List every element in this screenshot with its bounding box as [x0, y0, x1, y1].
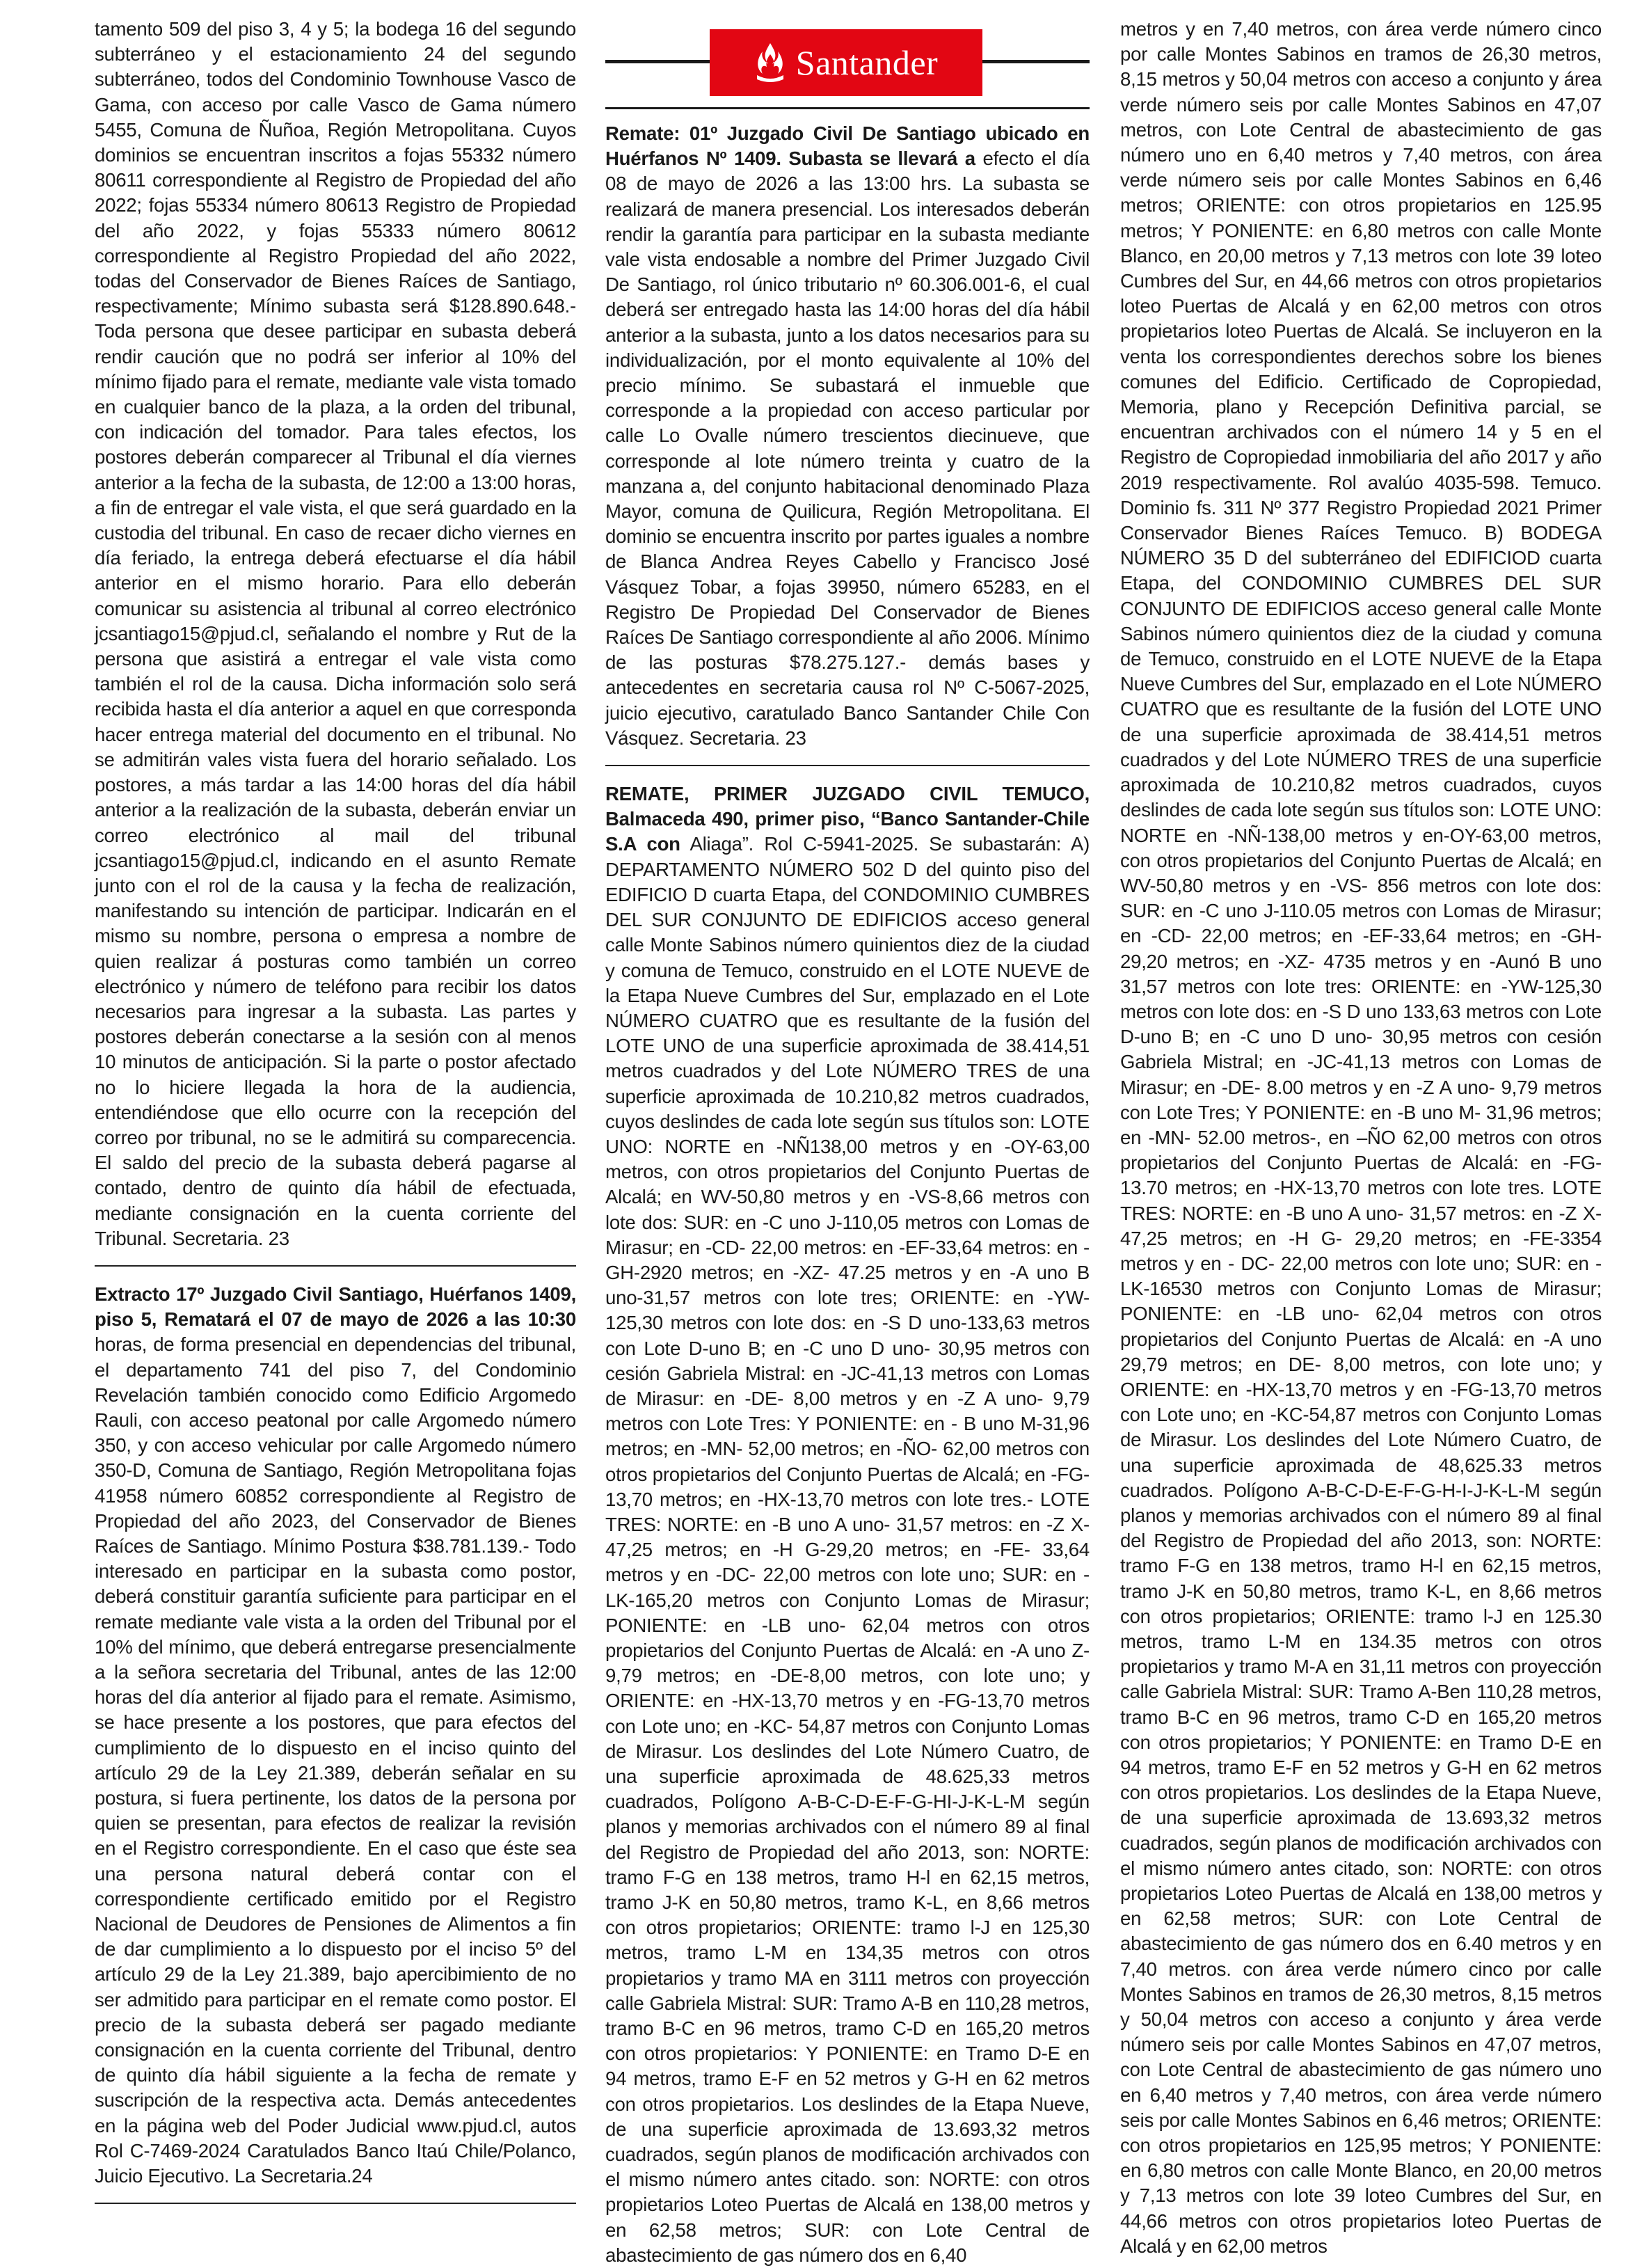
notice-text: efecto el día 08 de mayo de 2026 a las 13:00 hrs. La subasta se realizará de manera presencial. Los interesados deberán rendir la garantía para participar en la subasta mediante vale vista endosable a nombre del Primer Juzgado Civil De Santiago, rol único tributario nº 60.306.001-6, el cual deberá ser entregado hasta las 14:00 horas del día hábil anterior a la subasta, junto a los datos necesarios para su individualización, por el monto equivalente al 10% del precio mínimo. Se subastará el inmueble que corresponde a la propiedad con acceso particular por calle Lo Ovalle número trescientos diecinueve, que corresponde al lote número treinta y cuatro de la manzana a, del conjunto habitacional denominado Plaza Mayor, comuna de Quilicura, Región Metropolitana. El dominio se encuentra inscrito por partes iguales a nombre de Blanca Andrea Reyes Cabello y Francisco José Vásquez Tobar, a fojas 39950, número 65283, en el Registro De Propiedad Del Conservador de Bienes Raíces De Santiago correspondiente al año 2006. Mínimo de las posturas $78.275.127.- demás bases y antecedentes en secretaria causa rol Nº C-5067-2025, juicio ejecutivo, caratulado Banco Santander Chile Con Vásquez. Secretaria. 23: [605, 148, 1090, 749]
notice-divider: [605, 765, 1090, 766]
notice-text: tamento 509 del piso 3, 4 y 5; la bodega 16 del segundo subterráneo y el estacionamiento 24 del segundo subterráneo, todos del Condominio Townhouse Vasco de Gama, con acceso por calle Vasco de Gama número 5455, Comuna de Ñuñoa, Región Metropolitana. Cuyos dominios se encuentran inscritos a fojas 55332 número 80611 correspondiente al Registro de Propiedad del año 2022; fojas 55334 número 80613 Registro de Propiedad del año 2022, y fojas 55333 número 80612 correspondiente al Registro Propiedad del año 2022, todas del Conservador de Bienes Raíces de Santiago, respectivamente; Mínimo subasta será $128.890.648.- Toda persona que desee participar en subasta deberá rendir caución que no podrá ser inferior al 10% del mínimo fijado para el remate, mediante vale vista tomado en cualquier banco de la plaza, a la orden del tribunal, con indicación del tomador. Para tales efectos, los postores deberán comparecer al Tribunal el día viernes anterior a la fecha de la subasta, de 12:00 a 13:00 horas, a fin de entregar el vale vista, el que será guardado en la custodia del tribunal. En caso de recaer dicho viernes en día feriado, la entrega deberá efectuarse el día hábil anterior en el mismo horario. Para ello deberán comunicar su asistencia al tribunal al correo electrónico jcsantiago15@pjud.cl, señalando el nombre y Rut de la persona que asistirá a entregar el vale vista como también el rol de la causa. Dicha información solo será recibida hasta el día anterior a aquel en que corresponda hacer entrega material del documento en el tribunal. No se admitirán vales vista fuera del horario señalado. Los postores, a más tardar a las 14:00 horas del día hábil anterior a la realización de la subasta, deberán enviar un correo electrónico al mail del tribunal jcsantiago15@pjud.cl, indicando en el asunto Remate junto con el rol de la causa y la fecha de realización, manifestando su intención de participar. Indicarán en el mismo su nombre, persona o empresa a nombre de quien realizar á posturas como también un correo electrónico y número de teléfono para recibir los datos necesarios para ingresar a la subasta. Las partes y postores deberán conectarse a la sesión con al menos 10 minutos de anticipación. Si la parte o postor afectado no lo hiciere llegada la hora de la audiencia, entendiéndose que ello ocurre con la recepción del correo por tribunal, no se le admitirá su comparecencia. El saldo del precio de la subasta deberá pagarse al contado, dentro de quinto día hábil de efectuada, mediante consignación en la cuenta corriente del Tribunal. Secretaria. 23: [95, 18, 576, 1249]
notice-paragraph: [95, 1282, 576, 2189]
notice-heading: Extracto 17º Juzgado Civil Santiago, Huérfanos 1409, piso 5, Rematará el 07 de mayo de 2026 a las 10:30: [95, 1283, 576, 1331]
column-middle: [605, 17, 1090, 2266]
notice-text: metros y en 7,40 metros, con área verde número cinco por calle Montes Sabinos en tramos de 26,30 metros, 8,15 metros y 50,04 metros con acceso a conjunto y área verde número seis por calle Montes Sabinos en 47,07 metros, con Lote Central de abastecimiento de gas número uno en 6,40 metros y 7,40 metros, con área verde número seis por calle Montes Sabinos en 6,46 metros; ORIENTE: con otros propietarios en 125.95 metros; Y PONIENTE: en 6,80 metros con calle Monte Blanco, en 20,00 metros y 7,13 metros con lote 39 loteo Cumbres del Sur, en 44,66 metros con otros propietarios loteo Puertas de Alcalá y en 62,00 metros con otros propietarios loteo Puertas de Alcalá. Se incluyeron en la venta los correspondientes derechos sobre los bienes comunes del Edificio. Certificado de Copropiedad, Memoria, plano y Recepción Definitiva parcial, se encuentran archivados con el número 14 y 5 en el Registro de Copropiedad inmobiliaria del año 2017 y año 2019 respectivamente. Rol avalúo 4035-598. Temuco. Dominio fs. 311 Nº 377 Registro Propiedad 2021 Primer Conservador Bienes Raíces Temuco. B) BODEGA NÚMERO 35 D del subterráneo del EDIFICIOD cuarta Etapa, del CONDOMINIO CUMBRES DEL SUR CONJUNTO DE EDIFICIOS acceso general calle Monte Sabinos número quinientos diez de la ciudad y comuna de Temuco, construido en el LOTE NUEVE de la Etapa Nueve Cumbres del Sur, emplazado en el Lote NÚMERO CUATRO que es resultante de la fusión del LOTE UNO de una superficie aproximada de 38.414,51 metros cuadrados y del Lote NÚMERO TRES de una superficie aproximada de 10.210,82 metros cuadrados, cuyos deslindes de cada lote según sus títulos son: LOTE UNO: NORTE en -NÑ-138,00 metros y en-OY-63,00 metros, con otros propietarios del Conjunto Puertas de Alcalá; en WV-50,80 metros y en -VS- 856 metros con lote dos: SUR: en -C uno J-110.05 metros con Lomas de Mirasur; en -CD- 22,00 metros; en -EF-33,64 metros; en -GH- 29,20 metros; en -XZ- 4735 metros y en -Aunó B uno 31,57 metros con lote tres: ORIENTE: en -YW-125,30 metros con lote dos: en -S D uno 133,63 metros con Lote D-uno B; en -C uno D uno- 30,95 metros con cesión Gabriela Mistral; en -JC-41,13 metros con Lomas de Mirasur; en -DE- 8.00 metros y en -Z A uno- 9,79 metros con Lote Tres; Y PONIENTE: en -B uno M- 31,96 metros; en -MN- 52.00 metros-, en –ÑO 62,00 metros con otros propietarios del Conjunto Puertas de Alcalá: en -FG-13.70 metros; en -HX-13,70 metros con lote tres. LOTE TRES: NORTE: en -B uno A uno- 31,57 metros: en -Z X- 47,25 metros; en -H G- 29,20 metros; en -FE-3354 metros y en - DC- 22,00 metros con lote uno; SUR: en -LK-16530 metros con Conjunto Lomas de Mirasur; PONIENTE: en -LB uno- 62,04 metros con otros propietarios del Conjunto Puertas de Alcalá: en -A uno 29,79 metros; en DE- 8,00 metros, con lote uno; y ORIENTE: en -HX-13,70 metros y en -FG-13,70 metros con Lote uno; en -KC-54,87 metros con Conjunto Lomas de Mirasur. Los deslindes del Lote Número Cuatro, de una superficie aproximada de 48,625.33 metros cuadrados. Polígono A-B-C-D-E-F-G-H-I-J-K-L-M según planos y memorias archivados con el número 89 al final del Registro de Propiedad del año 2013, son: NORTE: tramo F-G en 138 metros, tramo H-l en 62,15 metros, tramo J-K en 50,80 metros, tramo K-L, en 8,66 metros con otros propietarios; ORIENTE: tramo l-J en 125.30 metros, tramo L-M en 134.35 metros con otros propietarios y tramo M-A en 31,11 metros con proyección calle Gabriela Mistral: SUR: Tramo A-Ben 110,28 metros, tramo B-C en 96 metros, tramo C-D en 165,20 metros con otros propietarios; Y PONIENTE: en Tramo D-E en 94 metros, tramo E-F en 52 metros y G-H en 62 metros con otros propietarios. Los deslindes de la Etapa Nueve, de una superficie aproximada de 13.693,32 metros cuadrados, según planos de modificación archivados con el mismo número antes citado, son: NORTE: con otros propietarios Loteo Puertas de Alcalá en 138,00 metros y en 62,58 metros; SUR: con Lote Central de abastecimiento de gas número dos en 6.40 metros y en 7,40 metros. con área verde número cinco por calle Montes Sabinos en tramos de 26,30 metros, 8,15 metros y 50,04 metros con acceso a conjunto y área verde número seis por calle Montes Sabinos en 47,07 metros, con Lote Central de abastecimiento de gas número uno en 6,40 metros y 7,40 metros, con área verde número seis por calle Montes Sabinos en 6,46 metros; ORIENTE: con otros propietarios en 125,95 metros; Y PONIENTE: en 6,80 metros con calle Monte Blanco, en 20,00 metros y 7,13 metros con lote 39 loteo Cumbres del Sur, en 44,66 metros con otros propietarios loteo Puertas de Alcalá y en 62,00 metros: [1120, 18, 1602, 2257]
santander-flame-icon: [754, 42, 786, 84]
santander-banner: [605, 19, 1090, 110]
column-right: [1120, 17, 1602, 2257]
notice-paragraph: [605, 782, 1090, 2268]
notice-heading: REMATE, PRIMER JUZGADO CIVIL TEMUCO, Balmaceda 490, primer piso, “Banco Santander-Chile S.A con: [605, 783, 1090, 855]
santander-logo-text: Santander: [795, 43, 939, 82]
column-left: [95, 17, 576, 2230]
notice-heading: Remate: 01º Juzgado Civil De Santiago ubicado en Huérfanos Nº 1409. Subasta se llevará a: [605, 122, 1090, 170]
santander-logo: [710, 29, 982, 96]
notice-paragraph: [605, 121, 1090, 751]
notice-divider: [95, 2203, 576, 2204]
banner-bottom-rule: [605, 107, 1090, 109]
notice-text: horas, de forma presencial en dependencias del tribunal, el departamento 741 del piso 7, del Condominio Revelación también conocido como Edificio Argomedo Rauli, con acceso peatonal por calle Argomedo número 350, y con acceso vehicular por calle Argomedo número 350-D, Comuna de Santiago, Región Metropolitana fojas 41958 número 60852 correspondiente al Registro de Propiedad del año 2023, del Conservador de Bienes Raíces de Santiago. Mínimo Postura $38.781.139.- Todo interesado en participar en la subasta como postor, deberá constituir garantía suficiente para participar en el remate mediante vale vista a la orden del Tribunal por el 10% del mínimo, que deberá entregarse presencialmente a la señora secretaria del Tribunal, antes de las 12:00 horas del día anterior al fijado para el remate. Asimismo, se hace presente a los postores, que para efectos del cumplimiento de lo dispuesto en el inciso quinto del artículo 29 de la Ley 21.389, deberán señalar en su postura, si fuera pertinente, los datos de la persona por quien se presentan, para efectos de realizar la revisión en el Registro correspondiente. En el caso que éste sea una persona natural deberá contar con el correspondiente certificado emitido por el Registro Nacional de Deudores de Pensiones de Alimentos a fin de dar cumplimiento a lo dispuesto por el inciso 5º del artículo 29 de la Ley 21.389, bajo apercibimiento de no ser admitido para participar en el remate como postor. El precio de la subasta deberá ser pagado mediante consignación en la cuenta corriente del Tribunal, dentro de quinto día hábil siguiente a la fecha de remate y suscripción de la respectiva acta. Demás antecedentes en la página web del Poder Judicial www.pjud.cl, autos Rol C-7469-2024 Caratulados Banco Itaú Chile/Polanco, Juicio Ejecutivo. La Secretaria.24: [95, 1333, 576, 2187]
notice-divider: [95, 1265, 576, 1267]
notice-text: Aliaga”. Rol C-5941-2025. Se subastarán: A) DEPARTAMENTO NÚMERO 502 D del quinto piso del EDIFICIO D cuarta Etapa, del CONDOMINIO CUMBRES DEL SUR CONJUNTO DE EDIFICIOS acceso general calle Monte Sabinos número quinientos diez de la ciudad y comuna de Temuco, construido en el LOTE NUEVE de la Etapa Nueve Cumbres del Sur, emplazado en el Lote NÚMERO CUATRO que es resultante de la fusión del LOTE UNO de una superficie aproximada de 38.414,51 metros cuadrados y del Lote NÚMERO TRES de una superficie aproximada de 10.210,82 metros cuadrados, cuyos deslindes de cada lote según sus títulos son: LOTE UNO: NORTE en -NÑ138,00 metros y en -OY-63,00 metros, con otros propietarios del Conjunto Puertas de Alcalá; en WV-50,80 metros y en -VS-8,66 metros con lote dos: SUR: en -C uno J-110,05 metros con Lomas de Mirasur; en -CD- 22,00 metros: en -EF-33,64 metros: en -GH-2920 metros; en -XZ- 47.25 metros y en -A uno B uno-31,57 metros con lote tres; ORIENTE: en -YW-125,30 metros con lote dos: en -S D uno-133,63 metros con Lote D-uno B; en -C uno D uno- 30,95 metros con cesión Gabriela Mistral: en -JC-41,13 metros con Lomas de Mirasur: en -DE- 8,00 metros y en -Z A uno- 9,79 metros con Lote Tres: Y PONIENTE: en - B uno M-31,96 metros; en -MN- 52,00 metros; en -ÑO- 62,00 metros con otros propietarios del Conjunto Puertas de Alcalá; en -FG-13,70 metros; en -HX-13,70 metros con lote tres.- LOTE TRES: NORTE: en -B uno A uno- 31,57 metros: en -Z X- 47,25 metros; en -H G-29,20 metros; en -FE- 33,64 metros y en -DC- 22,00 metros con lote uno; SUR: en -LK-165,20 metros con Conjunto Lomas de Mirasur; PONIENTE: en -LB uno- 62,04 metros con otros propietarios del Conjunto Puertas de Alcalá: en -A uno Z-9,79 metros; en -DE-8,00 metros, con lote uno; y ORIENTE: en -HX-13,70 metros y en -FG-13,70 metros con Lote uno; en -KC- 54,87 metros con Conjunto Lomas de Mirasur. Los deslindes del Lote Número Cuatro, de una superficie aproximada de 48.625,33 metros cuadrados, Polígono A-B-C-D-E-F-G-HI-J-K-L-M según planos y memorias archivados con el número 89 al final del Registro de Propiedad del año 2013, son: NORTE: tramo F-G en 138 metros, tramo H-l en 62,15 metros, tramo J-K en 50,80 metros, tramo K-L, en 8,66 metros con otros propietarios; ORIENTE: tramo l-J en 125,30 metros, tramo L-M en 134,35 metros con otros propietarios y tramo MA en 3111 metros con proyección calle Gabriela Mistral: SUR: Tramo A-B en 110,28 metros, tramo B-C en 96 metros, tramo C-D en 165,20 metros con otros propietarios: Y PONIENTE: en Tramo D-E en 94 metros, tramo E-F en 52 metros y G-H en 62 metros con otros propietarios. Los deslindes de la Etapa Nueve, de una superficie aproximada de 13.693,32 metros cuadrados, según planos de modificación archivados con el mismo número antes citado. son: NORTE: con otros propietarios Loteo Puertas de Alcalá en 138,00 metros y en 62,58 metros; SUR: con Lote Central de abastecimiento de gas número dos en 6,40: [605, 833, 1090, 2266]
